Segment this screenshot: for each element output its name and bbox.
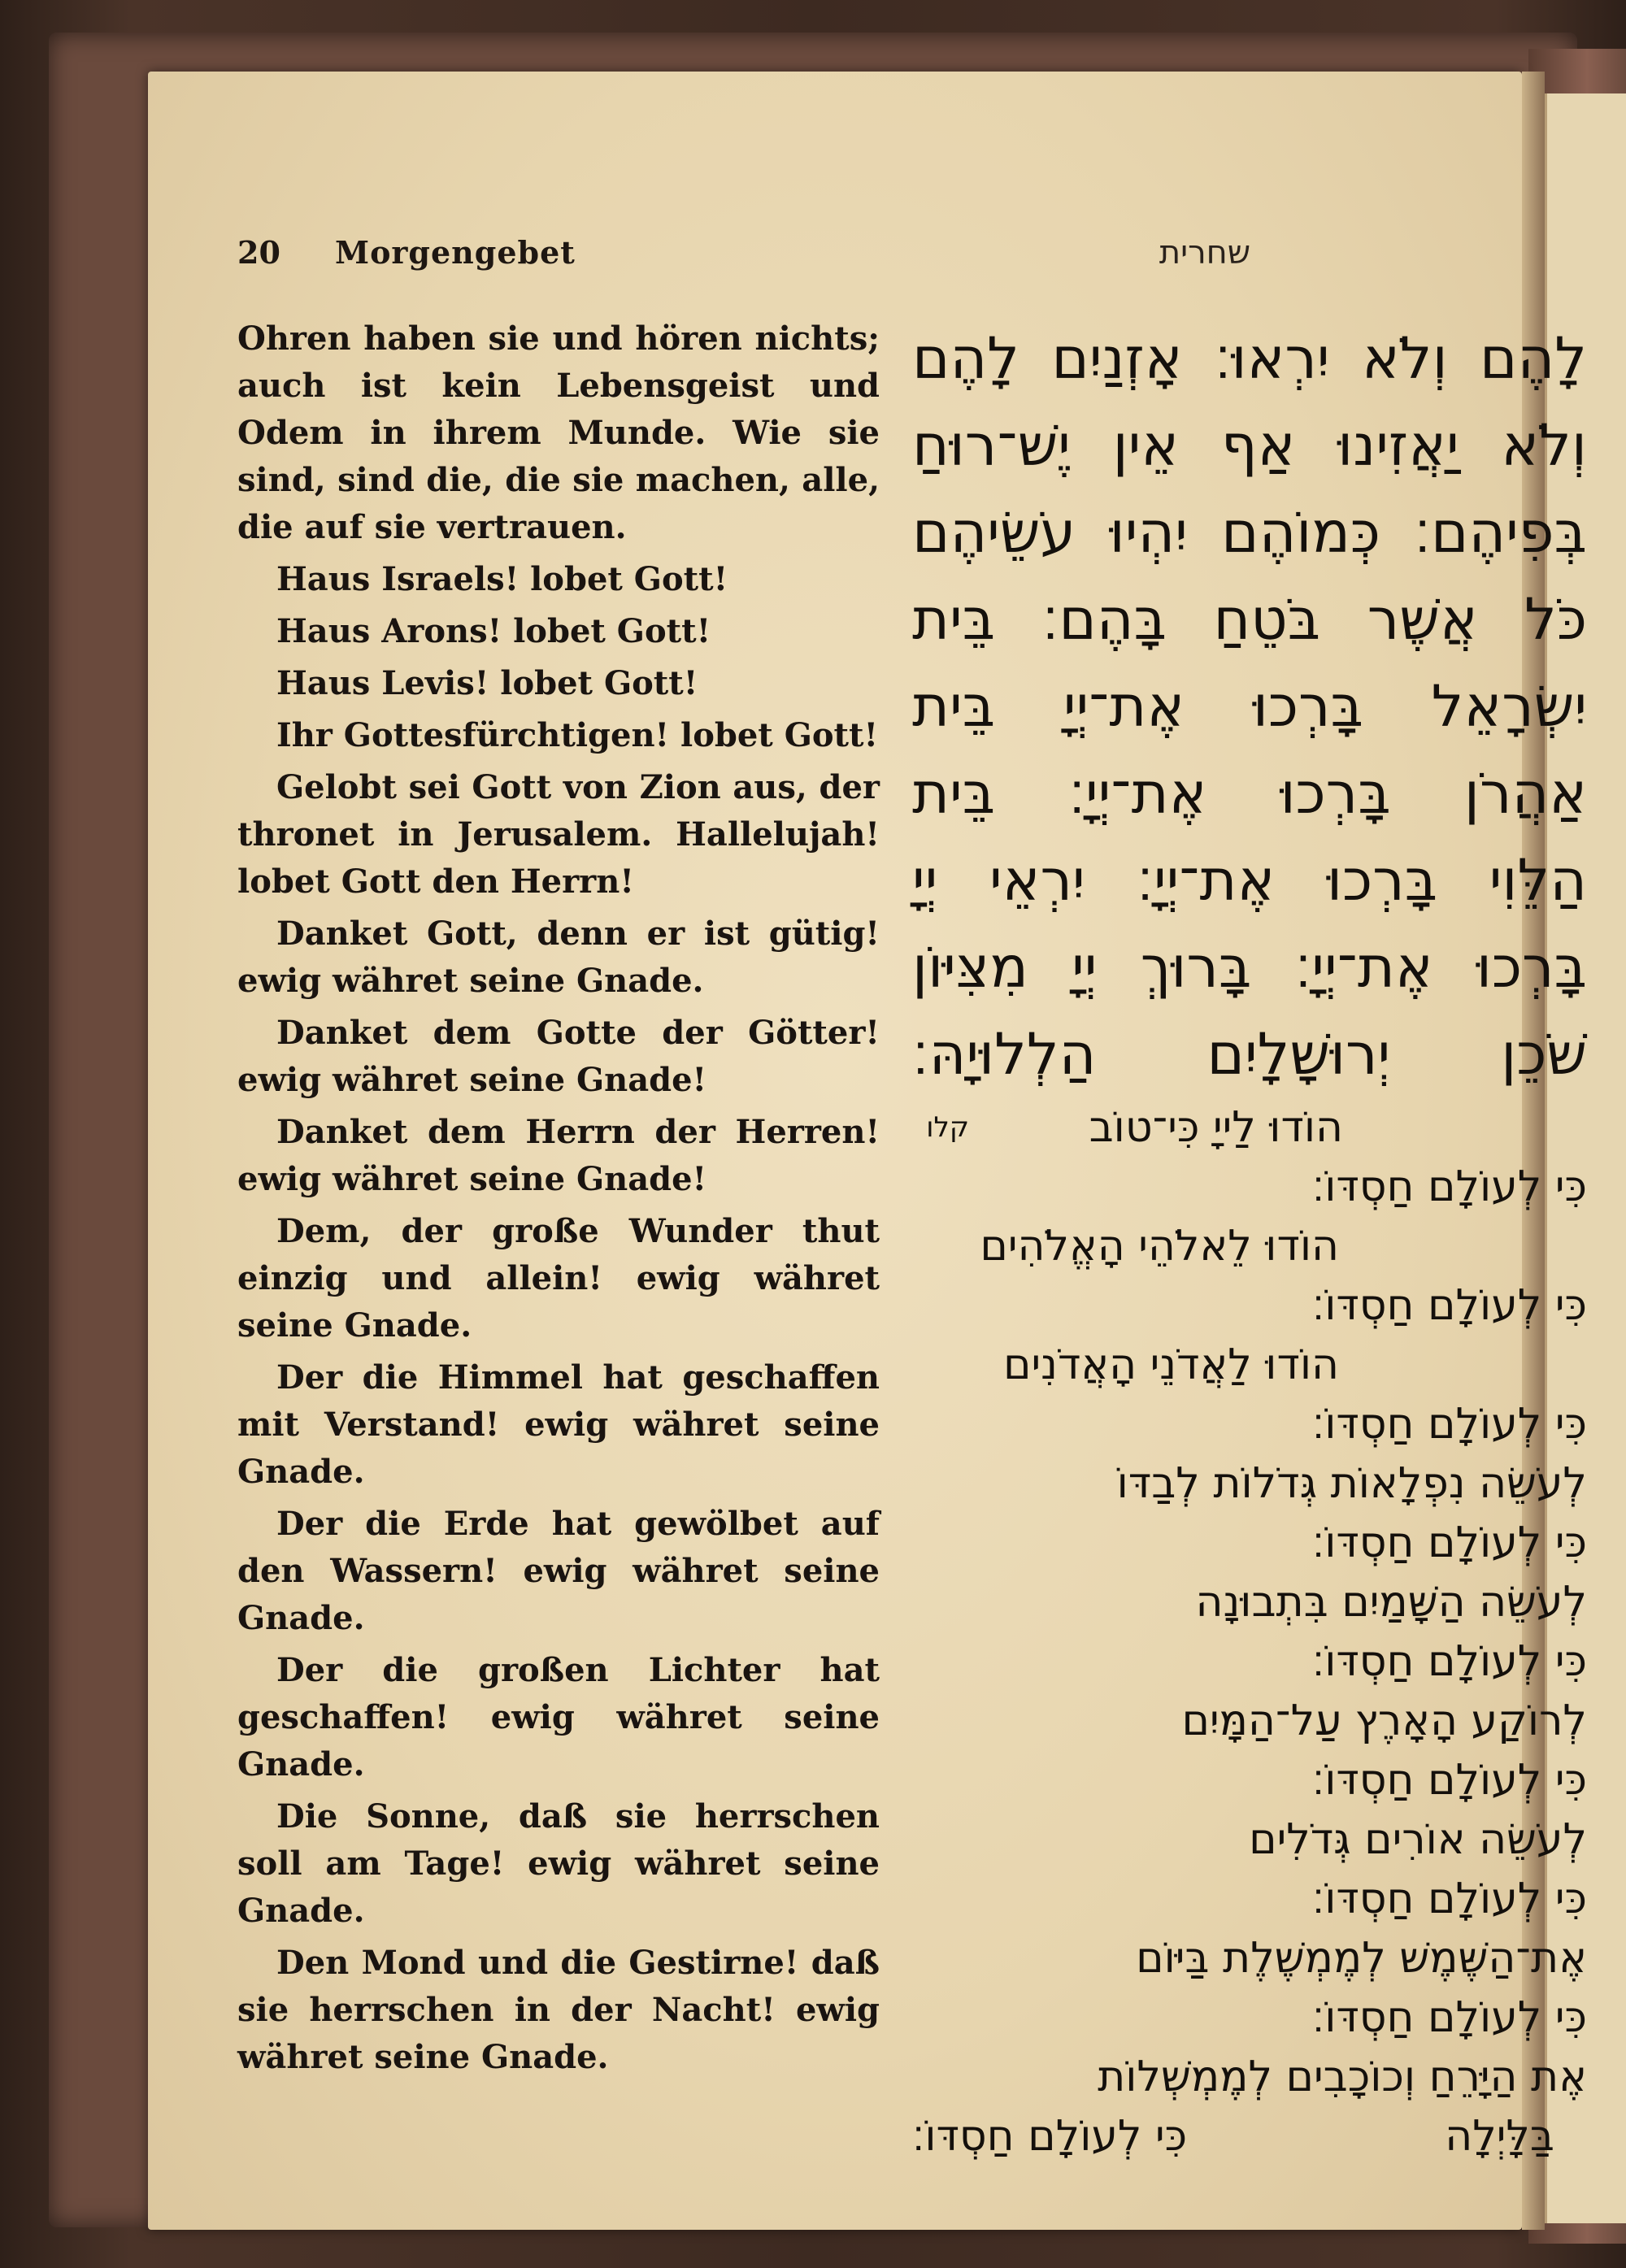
hebrew-refrain: כִּי לְעוֹלָם חַסְדּוֹ׃	[1311, 1519, 1587, 1567]
hebrew-verse-row	[912, 1929, 1587, 1988]
hebrew-verse-row	[912, 1810, 1587, 1870]
hebrew-line: יִשְׂרָאֵל בָּרְכוּ אֶת־יְיָ בֵּית	[912, 673, 1587, 740]
hebrew-verse-row	[912, 2048, 1587, 2107]
german-paragraph: Danket dem Herrn der Herren! ewig währet seine Gnade!	[237, 1113, 880, 1198]
hebrew-refrain: כִּי לְעוֹלָם חַסְדּוֹ׃	[1311, 1875, 1587, 1923]
hebrew-verse: הוֹדוּ לֵאלֹהֵי הָאֱלֹהִים	[980, 1222, 1339, 1271]
hebrew-verse-row	[912, 1098, 1587, 1158]
running-title: Morgengebet	[335, 234, 576, 271]
german-paragraph: Dem, der große Wunder thut einzig und allein! ewig währet seine Gnade.	[237, 1212, 880, 1345]
hebrew-verse: אֶת־הַשֶּׁמֶשׁ לְמֶמְשֶׁלֶת בַּיּוֹם	[1136, 1934, 1587, 1983]
hebrew-verse: הוֹדוּ לַאֲדֹנֵי הָאֲדֹנִים	[1003, 1340, 1339, 1389]
german-paragraph: Der die großen Lichter hat geschaffen! ewig währet seine Gnade.	[237, 1651, 880, 1784]
hebrew-refrain-row	[912, 1395, 1587, 1454]
hebrew-verse: לְעֹשֵׂה אוֹרִים גְּדֹלִים	[1249, 1815, 1587, 1864]
hebrew-running-title: שחרית	[1159, 234, 1251, 272]
hebrew-refrain: כִּי לְעוֹלָם חַסְדּוֹ׃	[1311, 1756, 1587, 1805]
hebrew-refrain: כִּי לְעוֹלָם חַסְדּוֹ׃	[1311, 1281, 1587, 1330]
hebrew-refrain-row	[912, 1988, 1587, 2048]
page-number: 20	[237, 234, 280, 271]
german-paragraph: Ihr Gottesfürchtigen! lobet Gott!	[276, 716, 879, 754]
hebrew-line: בָּרְכוּ אֶת־יְיָ׃ בָּרוּךְ יְיָ מִצִּיּוֹן	[912, 934, 1587, 1001]
hebrew-line: הַלֵּוִי בָּרְכוּ אֶת־יְיָ׃ יִרְאֵי יְיָ	[912, 847, 1587, 914]
hebrew-verse: לְרוֹקַע הָאָרֶץ עַל־הַמָּיִם	[1181, 1697, 1587, 1745]
hebrew-refrain: כִּי לְעוֹלָם חַסְדּוֹ׃	[1311, 1993, 1587, 2042]
hebrew-line: שֹׁכֵן יְרוּשָׁלָיִם הַלְלוּיָהּ׃	[912, 1021, 1587, 1088]
hebrew-verse-row	[912, 1217, 1587, 1276]
hebrew-verse: לְעֹשֵׂה נִפְלָאוֹת גְּדֹלוֹת לְבַדּוֹ	[1116, 1459, 1587, 1508]
german-paragraph: Der die Himmel hat geschaffen mit Verstand! ewig währet seine Gnade.	[237, 1358, 880, 1491]
hebrew-refrain: כִּי לְעוֹלָם חַסְדּוֹ׃	[1311, 1400, 1587, 1449]
german-paragraph: Haus Levis! lobet Gott!	[276, 664, 698, 702]
hebrew-line: אַהֲרֹן בָּרְכוּ אֶת־יְיָ׃ בֵּית	[912, 760, 1587, 827]
hebrew-section-label: קלו	[926, 1111, 969, 1144]
hebrew-refrain-row	[912, 1632, 1587, 1692]
hebrew-verse-row	[912, 1573, 1587, 1632]
german-paragraph: Ohren haben sie und hören nichts; auch ist kein Lebensgeist und Odem in ihrem Munde. Wie sie sind, sind die, die sie machen, alle, die auf sie vertrauen.	[237, 319, 880, 546]
german-paragraph: Haus Israels! lobet Gott!	[276, 560, 728, 598]
hebrew-verse: הוֹדוּ לַייָ כִּי־טוֹב	[1089, 1103, 1343, 1152]
german-paragraph: Gelobt sei Gott von Zion aus, der thronet in Jerusalem. Hallelujah! lobet Gott den Herrn!	[237, 768, 880, 901]
hebrew-line: לָהֶם וְלֹא יִרְאוּ׃ אָזְנַיִם לָהֶם	[912, 325, 1587, 392]
hebrew-refrain-row	[912, 1751, 1587, 1810]
hebrew-verse: אֶת הַיָּרֵחַ וְכוֹכָבִים לְמֶמְשְׁלוֹת	[1098, 2053, 1587, 2101]
hebrew-text-column	[912, 315, 1587, 2166]
hebrew-last-word: בַּלָּיְלָה	[1445, 2112, 1554, 2161]
hebrew-refrain: כִּי לְעוֹלָם חַסְדּוֹ׃	[912, 2112, 1188, 2161]
hebrew-refrain-row	[912, 1276, 1587, 1336]
page-header	[237, 234, 1311, 307]
german-paragraph: Die Sonne, daß sie herrschen soll am Tage! ewig währet seine Gnade.	[237, 1797, 880, 1930]
hebrew-line: בְּפִיהֶם׃ כְּמוֹהֶם יִהְיוּ עֹשֵׂיהֶם	[912, 499, 1587, 566]
hebrew-verse-row	[912, 1692, 1587, 1751]
hebrew-line: וְלֹא יַאֲזִינוּ אַף אֵין יֶשׁ־רוּחַ	[912, 412, 1587, 479]
hebrew-refrain-row	[912, 1158, 1587, 1217]
hebrew-verse-row	[912, 1454, 1587, 1514]
hebrew-refrain: כִּי לְעוֹלָם חַסְדּוֹ׃	[1311, 1162, 1587, 1211]
german-paragraph: Den Mond und die Gestirne! daß sie herrschen in der Nacht! ewig währet seine Gnade.	[237, 1944, 880, 2076]
hebrew-final-row	[912, 2107, 1587, 2166]
german-paragraph: Der die Erde hat gewölbet auf den Wassern! ewig währet seine Gnade.	[237, 1505, 880, 1637]
german-paragraph: Danket dem Gotte der Götter! ewig währet seine Gnade!	[237, 1014, 880, 1099]
hebrew-line: כֹּל אֲשֶׁר בֹּטֵחַ בָּהֶם׃ בֵּית	[912, 586, 1587, 653]
hebrew-refrain-row	[912, 1870, 1587, 1929]
german-paragraph: Haus Arons! lobet Gott!	[276, 612, 711, 650]
german-translation-column	[237, 315, 880, 2086]
book-page	[148, 72, 1587, 2230]
hebrew-refrain-row	[912, 1514, 1587, 1573]
hebrew-refrain: כִּי לְעוֹלָם חַסְדּוֹ׃	[1311, 1637, 1587, 1686]
hebrew-verse: לְעֹשֵׂה הַשָּׁמַיִם בִּתְבוּנָה	[1195, 1578, 1587, 1627]
hebrew-verse-row	[912, 1336, 1587, 1395]
german-paragraph: Danket Gott, denn er ist gütig! ewig währet seine Gnade.	[237, 915, 880, 1000]
